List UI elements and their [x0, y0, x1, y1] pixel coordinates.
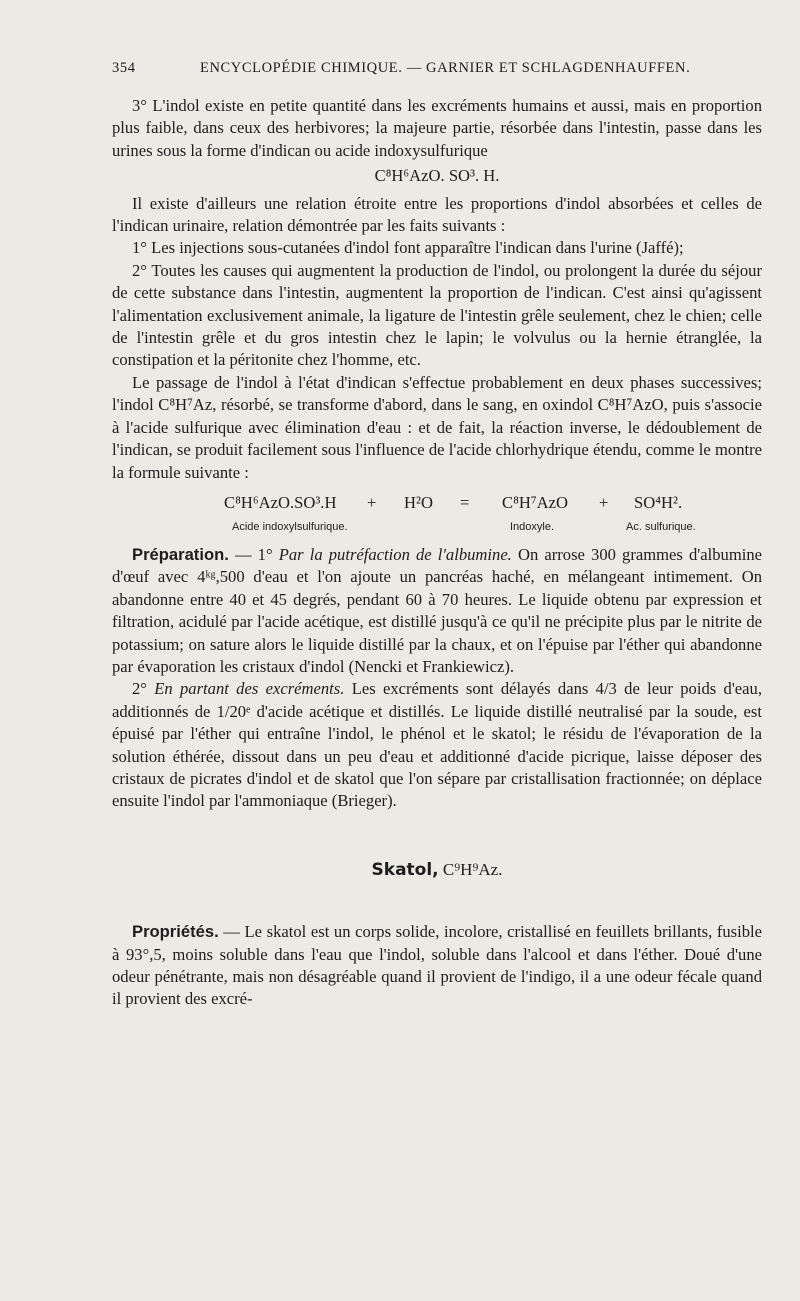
proprietes-text: — Le skatol est un corps solide, incolore, cristallisé en feuillets brillants, fusible à 93°,5, moins soluble dans l'eau que l'indol, soluble dans l'alcool et dans l'éther. Doué d'une odeur pénétrante, mais non désagréable quand il provient de l'indigo, il a une odeur fécale quand il provient des excré- [112, 922, 762, 1009]
paragraph-passage: Le passage de l'indol à l'état d'indican s'effectue probablement en deux phases successives; l'indol C⁸H⁷Az, résorbé, se transforme d'abord, dans le sang, en oxindol C⁸H⁷AzO, puis s'associe à l'acide sulfurique avec élimination d'eau : et de fait, la réaction inverse, le dédoublement de l'indican, se produit facilement sous l'influence de l'acide chlorhydrique étendu, comme le montre la formule suivante : [112, 372, 762, 482]
equation-term-water: H²O [404, 492, 433, 512]
method1-text: On arrose 300 grammes d'albumine d'œuf avec 4ᵏᵍ,500 d'eau et l'on ajoute un pancréas haché, en mélangeant intimement. On abandonne entre 40 et 45 degrés, pendant 60 à 70 heures. Le liquide obtenu par expression et filtration, acidulé par l'acide acétique, est distillé jusqu'à ce qu'il ne précipite plus par le nitrite de potassium; on sature alors le liquide distillé par la chaux, et on l'épuise par l'éther qui abandonne par évaporation les cristaux d'indol (Nencki et Frankiewicz). [112, 544, 763, 676]
paragraph-injections: 1° Les injections sous-cutanées d'indol font apparaître l'indican dans l'urine (Jaffé); [132, 238, 684, 258]
paragraph-causes: 2° Toutes les causes qui augmentent la production de l'indol, ou prolongent la durée du séjour de cette substance dans l'intestin, augmentent la proportion de l'indican. C'est ainsi qu'agissent l'alimentation exclusivement animale, la ligature de l'intestin grêle seulement, chez le chien; celle de l'intestin grêle et du gros intestin chez le lapin; le volvulus ou la hernie étranglée, la constipation et la péritonite chez l'homme, etc. [112, 260, 762, 370]
method2-title: En partant des excréments. [154, 679, 345, 699]
method1-title: Par la putréfaction de l'albumine. [278, 544, 512, 564]
section-heading-skatol [112, 859, 762, 881]
paragraph-relation: Il existe d'ailleurs une relation étroite entre les proportions d'indol absorbées et celles de l'indican urinaire, relation démontrée par les faits suivants : [112, 193, 762, 236]
method2-text: Les excréments sont délayés dans 4/3 de leur poids d'eau, additionnés de 1/20ᵉ d'acide acétique et distillés. Le liquide distillé neutralisé par la soude, est épuisé par l'éther qui entraîne l'indol, le phénol et le skatol; le résidu de l'évaporation de la solution éthérée, dissout dans un peu d'eau et additionné d'acide picrique, laisse déposer des cristaux de picrates d'indol et de skatol que l'on sépare par cristallisation fractionnée; on déplace ensuite l'indol par l'ammoniaque (Brieger). [112, 679, 762, 811]
equation-label-indoxyle: Indoxyle. [510, 520, 555, 533]
paragraph-preparation-2 [112, 678, 762, 812]
paragraph-proprietes [112, 921, 762, 1011]
paragraph-preparation-1 [112, 544, 762, 678]
preparation-heading: Préparation. [132, 544, 229, 564]
method2-number: 2° [132, 679, 155, 699]
header-title: ENCYCLOPÉDIE CHIMIQUE. — GARNIER ET SCHLAGDENHAUFFEN. [200, 60, 691, 76]
proprietes-heading: Propriétés. [132, 922, 219, 942]
equation-term-indoxyle: C⁸H⁷AzO [502, 492, 568, 512]
equation-label-indoxylsulfuric: Acide indoxylsulfurique. [232, 520, 348, 533]
formula-indican: C⁸H⁶AzO. SO³. H. [374, 166, 500, 186]
preparation-dash: — 1° [228, 544, 279, 564]
paragraph-indol-excrements: 3° L'indol existe en petite quantité dans les excréments humains et aussi, mais en proportion plus faible, dans ceux des herbivores; la majeure partie, résorbée dans l'intestin, passe dans les urines sous la forme d'indican ou acide indoxysulfurique [112, 96, 762, 160]
page-number: 354 [112, 60, 136, 76]
equation-equals: = [460, 492, 470, 512]
reaction-equation [112, 492, 762, 544]
page-body [112, 95, 762, 1011]
equation-label-sulfuric: Ac. sulfurique. [626, 520, 696, 533]
skatol-formula: C⁹H⁹Az. [438, 859, 503, 879]
equation-term-sulfuric: SO⁴H². [634, 492, 683, 512]
equation-plus: + [599, 492, 609, 512]
equation-term-indoxylsulfuric: C⁸H⁶AzO.SO³.H [224, 492, 337, 512]
equation-plus: + [367, 492, 377, 512]
skatol-name: Skatol, [371, 859, 439, 880]
